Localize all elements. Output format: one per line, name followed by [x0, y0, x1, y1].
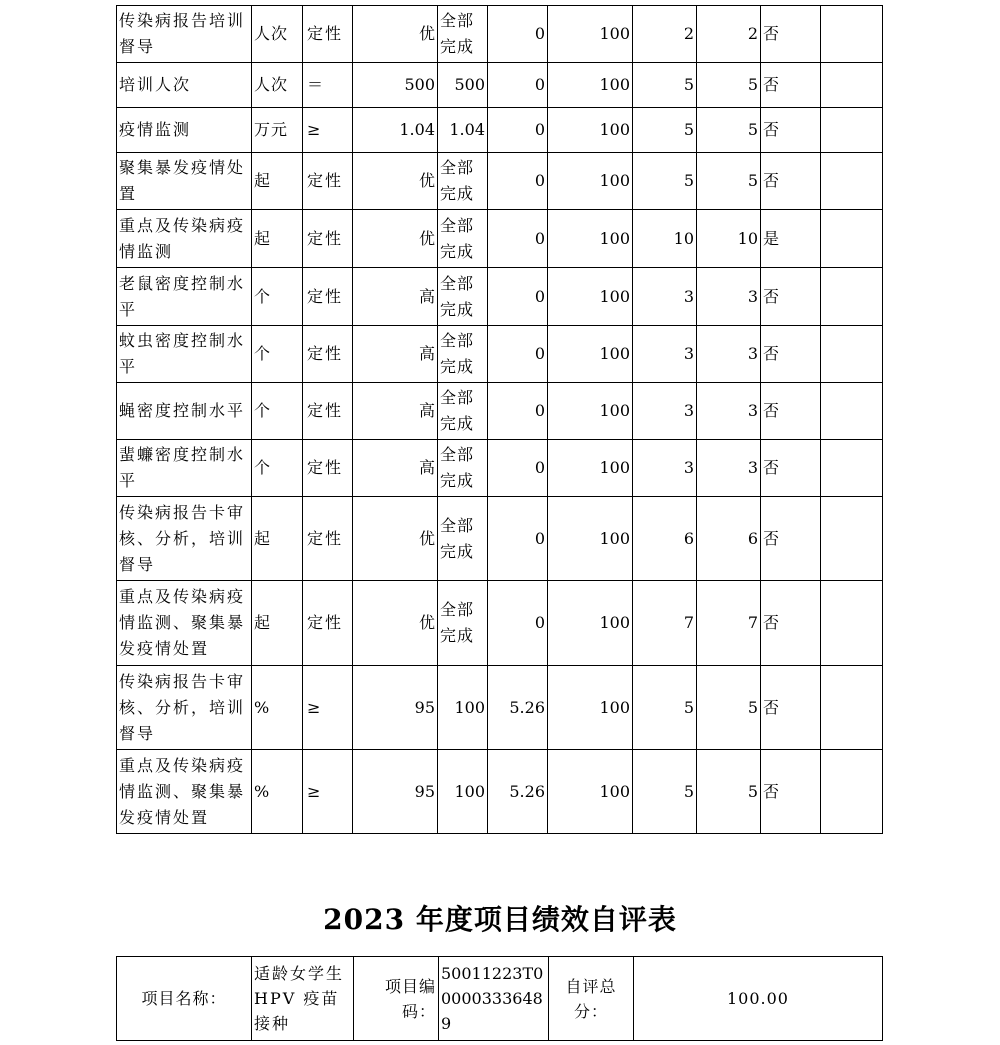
weight-cell: 5 — [633, 63, 697, 108]
indicator-name-cell: 传染病报告卡审核、分析，培训督导 — [117, 666, 252, 750]
table-row — [117, 108, 883, 153]
page-title: 2023 年度项目绩效自评表 — [323, 903, 677, 936]
flag-cell: 否 — [761, 750, 821, 834]
remark-cell — [821, 666, 883, 750]
remark-cell — [821, 210, 883, 268]
target-value-cell: 优 — [353, 210, 438, 268]
target-value-cell: 优 — [353, 581, 438, 666]
weight-cell: 5 — [633, 750, 697, 834]
operator-cell: 定性 — [303, 210, 353, 268]
score-rate-cell: 100 — [548, 440, 633, 497]
flag-cell: 否 — [761, 497, 821, 581]
weight-cell: 3 — [633, 326, 697, 383]
indicator-name-cell: 传染病报告培训督导 — [117, 6, 252, 63]
operator-cell: 定性 — [303, 268, 353, 326]
performance-indicator-table — [116, 5, 883, 834]
project-name-value: 适龄女学生HPV 疫苗接种 — [252, 957, 354, 1041]
target-value-cell: 1.04 — [353, 108, 438, 153]
score-rate-cell: 100 — [548, 750, 633, 834]
remark-cell — [821, 581, 883, 666]
unit-cell: 起 — [252, 581, 303, 666]
score-cell: 3 — [697, 326, 761, 383]
deviation-cell: 0 — [488, 63, 548, 108]
unit-cell: 人次 — [252, 63, 303, 108]
remark-cell — [821, 326, 883, 383]
remark-cell — [821, 383, 883, 440]
score-cell: 2 — [697, 6, 761, 63]
score-cell: 5 — [697, 63, 761, 108]
actual-value-cell: 全部完成 — [438, 581, 488, 666]
remark-cell — [821, 108, 883, 153]
score-rate-cell: 100 — [548, 6, 633, 63]
operator-cell: 定性 — [303, 581, 353, 666]
score-cell: 6 — [697, 497, 761, 581]
remark-cell — [821, 440, 883, 497]
actual-value-cell: 500 — [438, 63, 488, 108]
indicator-name-cell: 蚊虫密度控制水平 — [117, 326, 252, 383]
deviation-cell: 0 — [488, 440, 548, 497]
operator-cell: ≥ — [303, 666, 353, 750]
flag-cell: 是 — [761, 210, 821, 268]
remark-cell — [821, 6, 883, 63]
weight-cell: 2 — [633, 6, 697, 63]
indicator-name-cell: 聚集暴发疫情处置 — [117, 153, 252, 210]
actual-value-cell: 全部完成 — [438, 383, 488, 440]
score-cell: 3 — [697, 383, 761, 440]
remark-cell — [821, 268, 883, 326]
flag-cell: 否 — [761, 326, 821, 383]
score-rate-cell: 100 — [548, 326, 633, 383]
remark-cell — [821, 153, 883, 210]
score-cell: 10 — [697, 210, 761, 268]
deviation-cell: 0 — [488, 108, 548, 153]
operator-cell: 定性 — [303, 326, 353, 383]
operator-cell: ＝ — [303, 63, 353, 108]
unit-cell: 个 — [252, 440, 303, 497]
table-row — [117, 326, 883, 383]
self-score-value: 100.00 — [634, 957, 883, 1041]
score-rate-cell: 100 — [548, 108, 633, 153]
deviation-cell: 0 — [488, 6, 548, 63]
unit-cell: 起 — [252, 210, 303, 268]
target-value-cell: 高 — [353, 440, 438, 497]
operator-cell: 定性 — [303, 383, 353, 440]
target-value-cell: 高 — [353, 326, 438, 383]
project-name-label: 项目名称： — [117, 957, 252, 1041]
unit-cell: 起 — [252, 153, 303, 210]
actual-value-cell: 全部完成 — [438, 268, 488, 326]
flag-cell: 否 — [761, 440, 821, 497]
deviation-cell: 5.26 — [488, 750, 548, 834]
score-rate-cell: 100 — [548, 63, 633, 108]
flag-cell: 否 — [761, 383, 821, 440]
deviation-cell: 0 — [488, 383, 548, 440]
flag-cell: 否 — [761, 6, 821, 63]
weight-cell: 3 — [633, 383, 697, 440]
remark-cell — [821, 750, 883, 834]
score-rate-cell: 100 — [548, 268, 633, 326]
indicator-name-cell: 培训人次 — [117, 63, 252, 108]
flag-cell: 否 — [761, 268, 821, 326]
unit-cell: % — [252, 750, 303, 834]
deviation-cell: 0 — [488, 268, 548, 326]
table-row — [117, 153, 883, 210]
indicator-name-cell: 重点及传染病疫情监测、聚集暴发疫情处置 — [117, 750, 252, 834]
flag-cell: 否 — [761, 581, 821, 666]
indicator-name-cell: 蝇密度控制水平 — [117, 383, 252, 440]
target-value-cell: 95 — [353, 666, 438, 750]
actual-value-cell: 全部完成 — [438, 153, 488, 210]
weight-cell: 3 — [633, 440, 697, 497]
deviation-cell: 5.26 — [488, 666, 548, 750]
remark-cell — [821, 63, 883, 108]
operator-cell: 定性 — [303, 6, 353, 63]
target-value-cell: 优 — [353, 497, 438, 581]
unit-cell: 个 — [252, 383, 303, 440]
unit-cell: 个 — [252, 326, 303, 383]
actual-value-cell: 全部完成 — [438, 210, 488, 268]
indicator-name-cell: 重点及传染病疫情监测、聚集暴发疫情处置 — [117, 581, 252, 666]
target-value-cell: 高 — [353, 268, 438, 326]
actual-value-cell: 1.04 — [438, 108, 488, 153]
project-code-label: 项目编码： — [354, 957, 439, 1041]
project-info-table — [116, 956, 883, 1041]
weight-cell: 10 — [633, 210, 697, 268]
table-row — [117, 750, 883, 834]
target-value-cell: 高 — [353, 383, 438, 440]
table-row — [117, 383, 883, 440]
project-code-value: 50011223T000003336489 — [439, 957, 549, 1041]
table-row — [117, 440, 883, 497]
score-cell: 3 — [697, 268, 761, 326]
score-cell: 5 — [697, 666, 761, 750]
score-cell: 5 — [697, 750, 761, 834]
flag-cell: 否 — [761, 108, 821, 153]
remark-cell — [821, 497, 883, 581]
actual-value-cell: 全部完成 — [438, 497, 488, 581]
weight-cell: 6 — [633, 497, 697, 581]
target-value-cell: 500 — [353, 63, 438, 108]
actual-value-cell: 全部完成 — [438, 326, 488, 383]
unit-cell: 万元 — [252, 108, 303, 153]
table-row — [117, 210, 883, 268]
score-cell: 3 — [697, 440, 761, 497]
actual-value-cell: 全部完成 — [438, 440, 488, 497]
table-row — [117, 666, 883, 750]
actual-value-cell: 100 — [438, 750, 488, 834]
table-row — [117, 581, 883, 666]
target-value-cell: 优 — [353, 153, 438, 210]
operator-cell: ≥ — [303, 750, 353, 834]
table-row — [117, 63, 883, 108]
unit-cell: % — [252, 666, 303, 750]
flag-cell: 否 — [761, 153, 821, 210]
indicator-name-cell: 重点及传染病疫情监测 — [117, 210, 252, 268]
flag-cell: 否 — [761, 666, 821, 750]
indicator-name-cell: 疫情监测 — [117, 108, 252, 153]
indicator-name-cell: 蜚蠊密度控制水平 — [117, 440, 252, 497]
weight-cell: 3 — [633, 268, 697, 326]
score-rate-cell: 100 — [548, 210, 633, 268]
self-score-label: 自评总分： — [549, 957, 634, 1041]
indicator-name-cell: 传染病报告卡审核、分析，培训督导 — [117, 497, 252, 581]
score-cell: 5 — [697, 108, 761, 153]
deviation-cell: 0 — [488, 210, 548, 268]
indicator-name-cell: 老鼠密度控制水平 — [117, 268, 252, 326]
operator-cell: 定性 — [303, 153, 353, 210]
score-rate-cell: 100 — [548, 666, 633, 750]
score-rate-cell: 100 — [548, 383, 633, 440]
deviation-cell: 0 — [488, 497, 548, 581]
score-cell: 5 — [697, 153, 761, 210]
score-rate-cell: 100 — [548, 581, 633, 666]
performance-table-body — [117, 6, 883, 834]
weight-cell: 5 — [633, 153, 697, 210]
operator-cell: 定性 — [303, 440, 353, 497]
deviation-cell: 0 — [488, 581, 548, 666]
target-value-cell: 95 — [353, 750, 438, 834]
table-row — [117, 6, 883, 63]
actual-value-cell: 100 — [438, 666, 488, 750]
operator-cell: ≥ — [303, 108, 353, 153]
operator-cell: 定性 — [303, 497, 353, 581]
weight-cell: 5 — [633, 108, 697, 153]
weight-cell: 5 — [633, 666, 697, 750]
actual-value-cell: 全部完成 — [438, 6, 488, 63]
score-rate-cell: 100 — [548, 153, 633, 210]
unit-cell: 个 — [252, 268, 303, 326]
score-cell: 7 — [697, 581, 761, 666]
table-row — [117, 268, 883, 326]
project-info-row — [117, 957, 883, 1041]
deviation-cell: 0 — [488, 326, 548, 383]
table-row — [117, 497, 883, 581]
unit-cell: 人次 — [252, 6, 303, 63]
score-rate-cell: 100 — [548, 497, 633, 581]
unit-cell: 起 — [252, 497, 303, 581]
flag-cell: 否 — [761, 63, 821, 108]
target-value-cell: 优 — [353, 6, 438, 63]
weight-cell: 7 — [633, 581, 697, 666]
deviation-cell: 0 — [488, 153, 548, 210]
